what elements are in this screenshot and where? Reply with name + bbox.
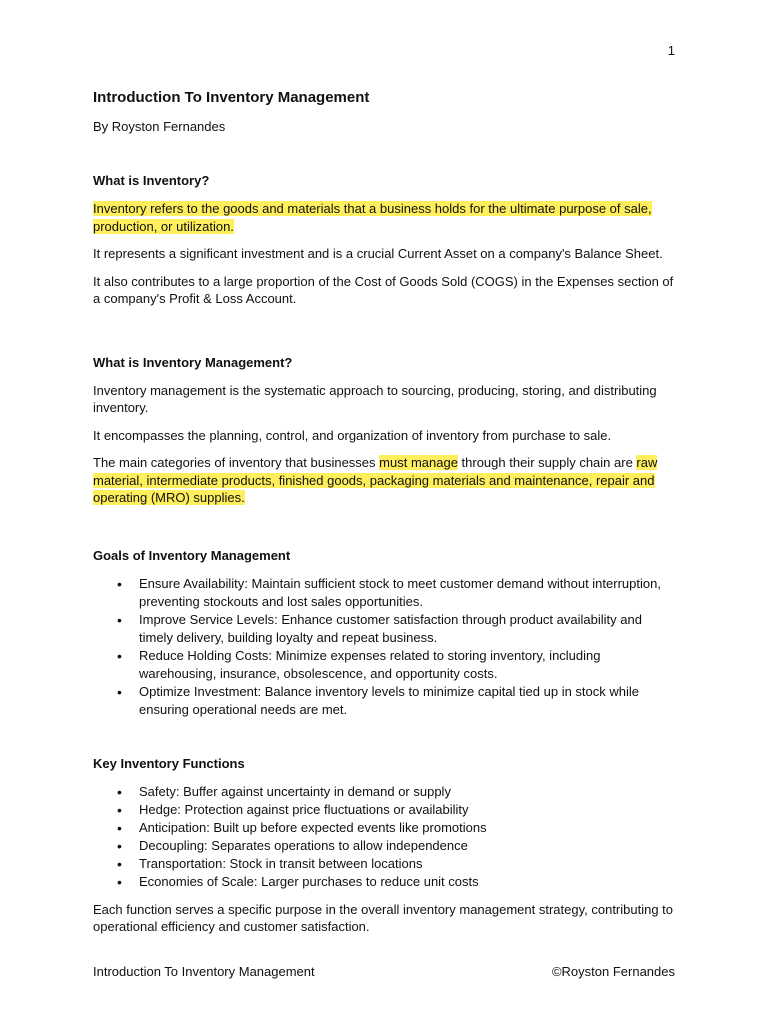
page-number: 1 bbox=[667, 43, 675, 58]
highlight-categories-list: raw material, intermediate products, finished goods, packaging materials and maintenance, repair and operating (MRO) supplies. bbox=[93, 455, 658, 505]
paragraph-encompasses: It encompasses the planning, control, and organization of inventory from purchase to sale. bbox=[93, 427, 612, 443]
heading-what-is-inventory-management: What is Inventory Management? bbox=[93, 354, 293, 370]
document-body bbox=[93, 88, 677, 946]
paragraph-categories bbox=[93, 454, 677, 507]
inventory-definition bbox=[93, 200, 677, 235]
page-footer bbox=[93, 963, 675, 981]
list-item: • Decoupling: Separates operations to allow independence bbox=[139, 837, 677, 855]
paragraph-systematic-approach: Inventory management is the systematic approach to sourcing, producing, storing, and distributing inventory. bbox=[93, 382, 657, 415]
list-item: • Hedge: Protection against price fluctuations or availability bbox=[139, 801, 677, 819]
list-item: • Economies of Scale: Larger purchases to reduce unit costs bbox=[139, 873, 677, 891]
document-title: Introduction To Inventory Management bbox=[93, 89, 370, 106]
list-item: • Improve Service Levels: Enhance customer satisfaction through product availability and timely delivery, building loyalty and repeat business. bbox=[139, 611, 677, 647]
heading-key-functions: Key Inventory Functions bbox=[93, 755, 245, 771]
list-item: • Transportation: Stock in transit between locations bbox=[139, 855, 677, 873]
paragraph-cogs: It also contributes to a large proportion of the Cost of Goods Sold (COGS) in the Expenses section of a company's Profit & Loss Account. bbox=[93, 273, 674, 306]
footer-title: Introduction To Inventory Management bbox=[93, 964, 315, 979]
functions-list bbox=[93, 783, 677, 891]
categories-text-1: The main categories of inventory that businesses bbox=[93, 455, 380, 470]
goals-list bbox=[93, 575, 677, 719]
list-item: • Safety: Buffer against uncertainty in demand or supply bbox=[139, 783, 677, 801]
highlighted-definition: Inventory refers to the goods and materials that a business holds for the ultimate purpose of sale, production, or utilization. bbox=[93, 201, 652, 234]
footer-copyright: ©Royston Fernandes bbox=[551, 964, 675, 979]
list-item: • Optimize Investment: Balance inventory levels to minimize capital tied up in stock while ensuring operational needs are met. bbox=[139, 683, 677, 719]
list-item: • Anticipation: Built up before expected events like promotions bbox=[139, 819, 677, 837]
author-byline: By Royston Fernandes bbox=[93, 119, 226, 134]
paragraph-investment: It represents a significant investment and is a crucial Current Asset on a company's Balance Sheet. bbox=[93, 246, 663, 261]
heading-what-is-inventory: What is Inventory? bbox=[93, 173, 210, 188]
paragraph-closing: Each function serves a specific purpose in the overall inventory management strategy, contributing to operational efficiency and customer satisfaction. bbox=[93, 901, 674, 934]
categories-text-2: through their supply chain are bbox=[457, 455, 637, 470]
highlight-must-manage: must manage bbox=[379, 455, 458, 470]
heading-goals: Goals of Inventory Management bbox=[93, 547, 291, 563]
list-item: • Reduce Holding Costs: Minimize expenses related to storing inventory, including warehousing, insurance, obsolescence, and opportunity costs. bbox=[139, 647, 677, 683]
list-item: • Ensure Availability: Maintain sufficient stock to meet customer demand without interruption, preventing stockouts and lost sales opportunities. bbox=[139, 575, 677, 611]
